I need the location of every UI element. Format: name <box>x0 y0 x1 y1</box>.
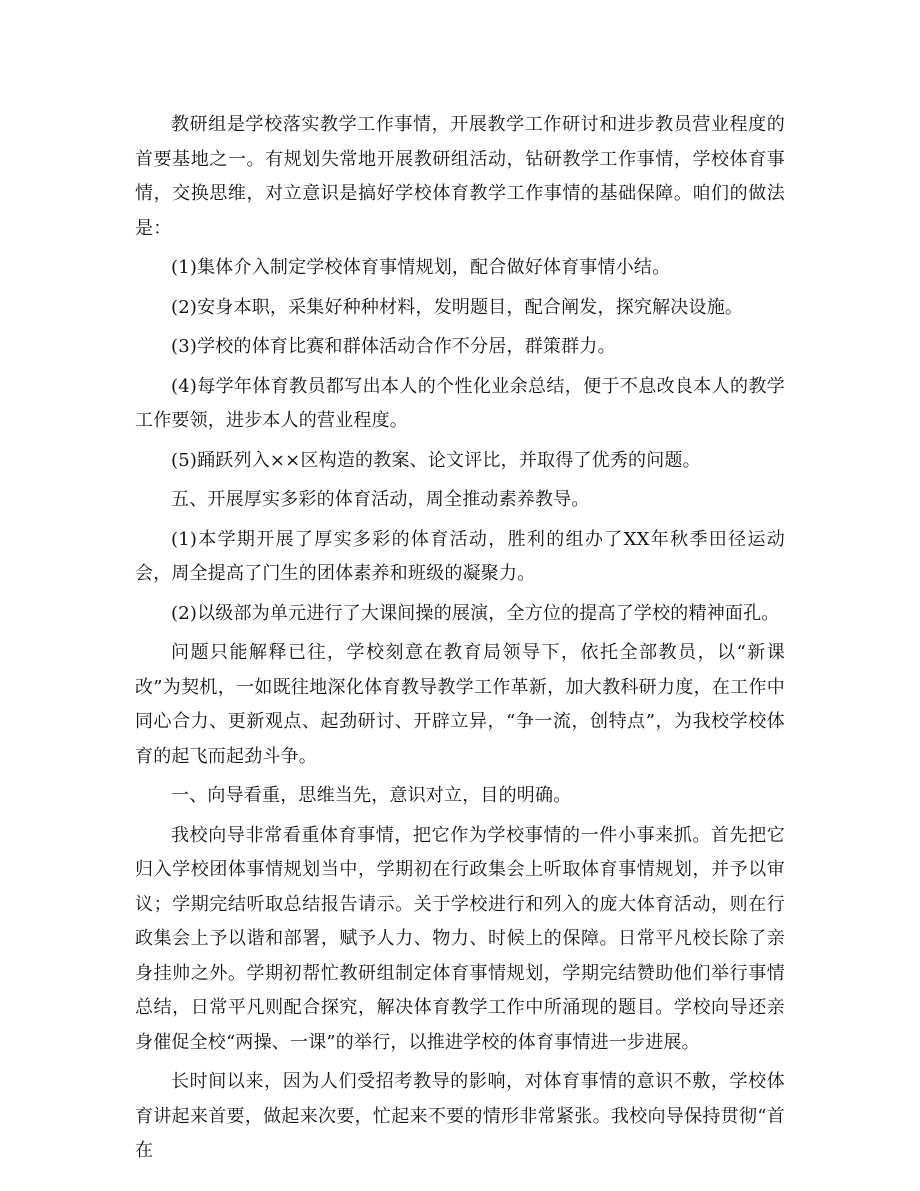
paragraph: 教研组是学校落实教学工作事情，开展教学工作研讨和进步教员营业程度的首要基地之一。有规划失常地开展教研组活动，钻研教学工作事情，学校体育事情，交换思维，对立意识是搞好学校体育教学工作事情的基础保障。咱们的做法是： <box>135 114 785 239</box>
paragraph: 问题只能解释已往，学校刻意在教育局领导下，依托全部教员，以“新课改”为契机，一如既往地深化体育教导教学工作革新，加大教科研力度，在工作中同心合力、更新观点、起劲研讨、开辟立异，“争一流，创特点”，为我校学校体育的起飞而起劲斗争。 <box>135 642 785 767</box>
list-item: (5)踊跃列入××区构造的教案、论文评比，并取得了优秀的问题。 <box>171 449 701 471</box>
paragraph: 长时间以来，因为人们受招考教导的影响，对体育事情的意识不敷，学校体育讲起来首要，做起来次要，忙起来不要的情形非常紧张。我校向导保持贯彻“首在 <box>135 1071 785 1161</box>
list-item: (1)本学期开展了厚实多彩的体育活动，胜利的组办了XX年秋季田径运动会，周全提高了门生的团体素养和班级的凝聚力。 <box>135 528 785 584</box>
paragraph: 我校向导非常看重体育事情，把它作为学校事情的一件小事来抓。首先把它归入学校团体事情规划当中，学期初在行政集会上听取体育事情规划，并予以审议；学期完结听取总结报告请示。关于学校进行和列入的庞大体育活动，则在行政集会上予以谐和部署，赋予人力、物力、时候上的保障。日常平凡校长除了亲身挂帅之外。学期初帮忙教研组制定体育事情规划，学期完结赞助他们举行事情总结，日常平凡则配合探究，解决体育教学工作中所涌现的题目。学校向导还亲身催促全校“两操、一课”的举行，以推进学校的体育事情进一步进展。 <box>135 824 785 1053</box>
list-item: (1)集体介入制定学校体育事情规划，配合做好体育事情小结。 <box>171 257 671 278</box>
list-item: (2)以级部为单元进行了大课间操的展演，全方位的提高了学校的精神面孔。 <box>171 602 780 624</box>
list-item: (2)安身本职，采集好种种材料，发明题目，配合阐发，探究解决设施。 <box>171 296 744 318</box>
section-heading: 五、开展厚实多彩的体育活动，周全推动素养教导。 <box>171 489 590 510</box>
list-item: (3)学校的体育比赛和群体活动合作不分居，群策群力。 <box>171 336 616 357</box>
document-body <box>135 108 785 1174</box>
list-item: (4)每学年体育教员都写出本人的个性化业余总结，便于不息改良本人的教学工作要领，进步本人的营业程度。 <box>135 375 785 431</box>
section-heading: 一、向导看重，思维当先，意识对立，目的明确。 <box>171 785 572 806</box>
